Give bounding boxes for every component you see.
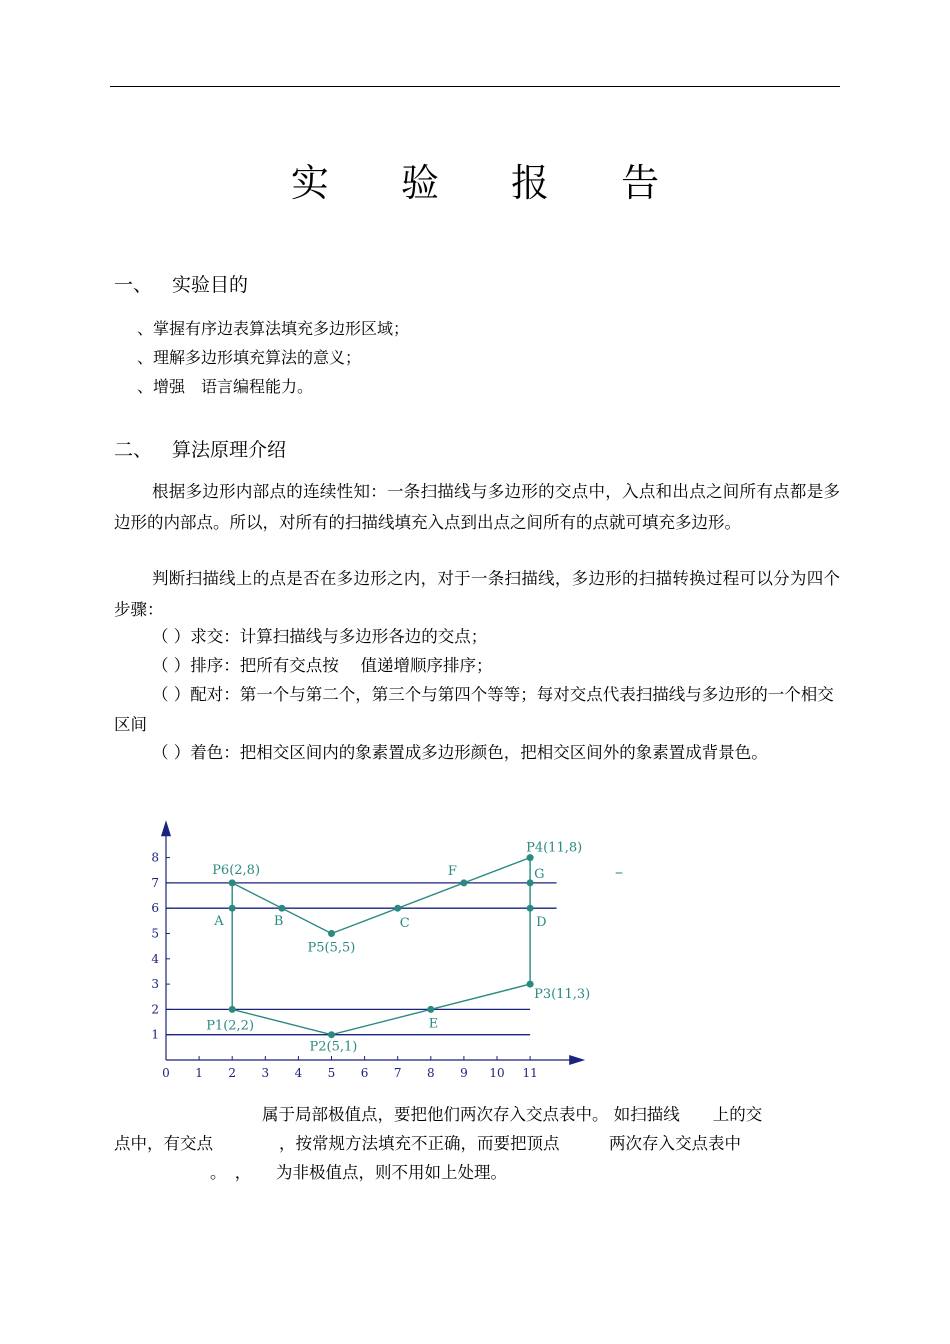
step-4: （ ）着色：把相交区间内的象素置成多边形颜色，把相交区间外的象素置成背景色。	[152, 743, 768, 762]
x-tick-label: 10	[489, 1066, 505, 1080]
x-tick-label: 6	[360, 1066, 369, 1080]
intersection-point	[229, 905, 236, 912]
step-2-text: （ ）排序：把所有交点按 值递增顺序排序；	[152, 656, 493, 675]
polygon-vertex	[229, 1006, 236, 1013]
intersection-point	[427, 1006, 434, 1013]
intersection-label: D	[536, 915, 547, 931]
vertex-label: P5(5,5)	[307, 940, 356, 956]
vertex-label: P3(11,3)	[534, 987, 591, 1003]
y-axis-arrow	[161, 820, 171, 836]
x-tick-label: 11	[522, 1066, 538, 1080]
x-tick-label: 4	[294, 1066, 303, 1080]
y-tick-label: 8	[151, 850, 159, 865]
footer-line-1: 属于局部极值点，要把他们两次存入交点表中。 如扫描线 上的交	[262, 1105, 763, 1124]
vertex-label: P2(5,1)	[309, 1039, 358, 1055]
section-2-heading	[114, 435, 286, 462]
step-3: （ ）配对：第一个与第二个，第三个与第四个等等；每对交点代表扫描线与多边形的一个相交区间	[114, 685, 834, 734]
y-tick-label: 5	[151, 926, 159, 941]
page-title: 实 验 报 告	[290, 161, 690, 205]
goal-item-3: 、增强 语言编程能力。	[137, 377, 314, 396]
y-tick-label: 6	[151, 901, 159, 916]
section-1-heading	[114, 270, 248, 297]
intersection-point	[527, 879, 534, 886]
principle-paragraph-2	[114, 564, 840, 625]
header-rule	[110, 86, 840, 87]
polygon-outline	[232, 858, 530, 1035]
intersection-label: F	[447, 863, 457, 879]
y-tick-label: 3	[151, 977, 159, 992]
footer-line-3: 。 ， 为非极值点，则不用如上处理。	[210, 1163, 507, 1182]
x-tick-label: 3	[261, 1066, 270, 1080]
x-tick-label: 7	[393, 1066, 402, 1080]
section-1-number: 一、	[114, 274, 153, 296]
y-tick-label: 1	[151, 1027, 159, 1042]
x-tick-label: 9	[460, 1066, 468, 1080]
intersection-label: A	[214, 914, 224, 930]
y-tick-label: 7	[151, 875, 159, 890]
intersection-point	[394, 905, 401, 912]
polygon-scanline-chart	[140, 820, 640, 1090]
section-2-number: 二、	[114, 439, 153, 461]
intersection-label: E	[428, 1016, 439, 1032]
y-tick-label: 4	[151, 951, 159, 966]
vertex-label: P4(11,8)	[526, 840, 583, 856]
side-mark: –	[615, 862, 623, 881]
goal-item-2: 、理解多边形填充算法的意义；	[137, 348, 362, 367]
polygon-vertex	[328, 930, 335, 937]
principle-paragraph-1	[114, 477, 840, 538]
polygon-vertex	[328, 1031, 335, 1038]
x-tick-label: 1	[195, 1066, 203, 1080]
step-1-text: （ ）求交：计算扫描线与多边形各边的交点；	[152, 627, 488, 646]
goal-item-1: 、掌握有序边表算法填充多边形区域；	[137, 319, 410, 338]
polygon-vertex	[229, 879, 236, 886]
principle-paragraph-1-text: 根据多边形内部点的连续性知：一条扫描线与多边形的交点中，入点和出点之间所有点都是多边形的内部点。所以，对所有的扫描线填充入点到出点之间所有的点就可填充多边形。	[114, 482, 840, 532]
intersection-label: C	[399, 916, 410, 932]
intersection-label: G	[534, 866, 545, 882]
x-axis-arrow	[569, 1055, 585, 1065]
step-2	[114, 651, 840, 681]
intersection-point	[527, 905, 534, 912]
vertex-label: P1(2,2)	[206, 1018, 255, 1034]
intersection-point	[460, 879, 467, 886]
intersection-label: B	[273, 914, 284, 930]
section-2-title: 算法原理介绍	[172, 439, 287, 461]
x-tick-label: 8	[426, 1066, 435, 1080]
x-tick-label: 0	[162, 1066, 170, 1080]
vertex-label: P6(2,8)	[212, 862, 261, 878]
section-1-title: 实验目的	[172, 274, 249, 296]
step-1	[114, 622, 840, 652]
footer-line-2: 点中，有交点 ，按常规方法填充不正确，而要把顶点 两次存入交点表中	[114, 1134, 741, 1153]
intersection-point	[278, 905, 285, 912]
polygon-vertex	[527, 981, 534, 988]
principle-paragraph-2-text: 判断扫描线上的点是否在多边形之内，对于一条扫描线，多边形的扫描转换过程可以分为四个步骤：	[114, 569, 840, 619]
x-tick-label: 5	[327, 1066, 336, 1080]
x-tick-label: 2	[228, 1066, 237, 1080]
y-tick-label: 2	[151, 1002, 159, 1017]
